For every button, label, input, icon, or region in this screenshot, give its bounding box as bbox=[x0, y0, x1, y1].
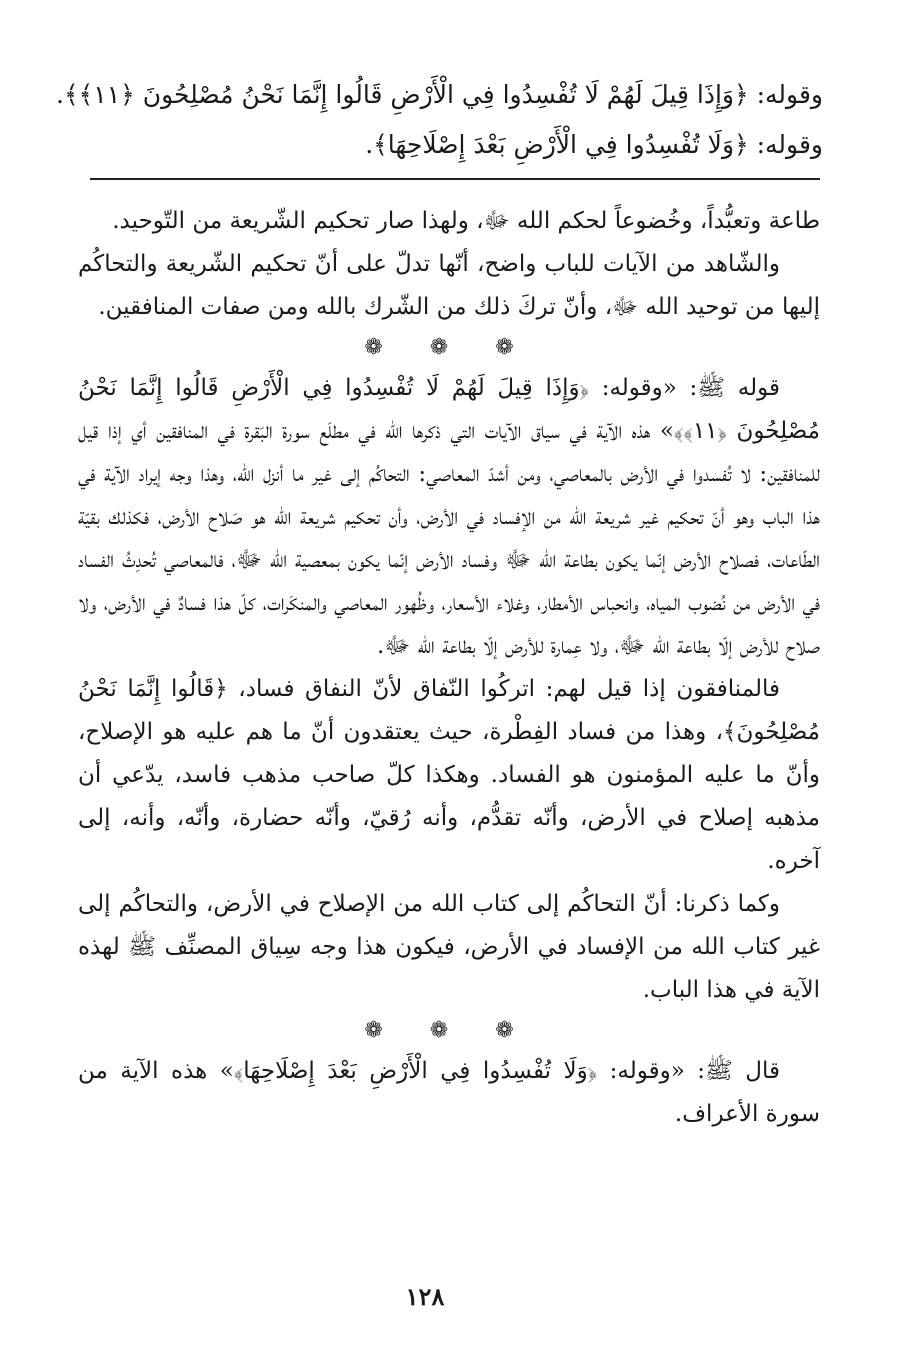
paragraph-4: فالمنافقون إذا قيل لهم: اتركُوا النّفاق لأنّ النفاق فساد، ﴿قَالُوا إِنَّمَا نَحْنُ مُصْلِحُونَ﴾، وهذا من فساد الفِطْرة، حيث يعتقدون أنّ ما هم عليه هو الإصلاح، وأنّ ما عليه المؤمنون هو الفساد. وهكذا كلّ صاحب مذهب فاسد، يدّعي أن مذهبه إصلاح في الأرض، وأنّه تقدُّم، وأنه رُقيّ، وأنّه حضارة، وأنّه، وأنه، إلى آخره. bbox=[78, 676, 820, 874]
paragraph-1: طاعة وتعبُّداً، وخُضوعاً لحكم الله ﷻ، ولهذا صار تحكيم الشّريعة من التّوحيد. bbox=[112, 208, 820, 234]
paragraph-3: قوله ﷺ: «وقوله: ﴿وَإِذَا قِيلَ لَهُمْ لَا تُفْسِدُوا فِي الْأَرْضِ قَالُوا إِنَّمَا نَحْنُ مُصْلِحُونَ ﴿١١﴾﴾» هذه الآية في سياق الآيات التي ذكرها الله في مطلَع سورة البَقرة في المنافقين أي إذا قيل للمنافقين: لا تُفسدوا في الأرض بالمعاصي، ومن أشدّ المعاصي: التحاكُم إلى غير ما أنزل الله، وهذا وجه إيراد الآية في هذا الباب وهو أنّ تحكيم غير شريعة الله من الإفساد في الأرض، وأن تحكيم شريعة الله هو صَلاح الأرض، فكذلك بقيّة الطّاعات، فصلاح الأرض إنّما يكون بطاعة الله ﷻ وفساد الأرض إنّما يكون بمعصية الله ﷻ، فالمعاصي تُحدِثُ الفساد في الأرض من نُضوب المياه، وانحباس الأمطار، وغلاء الأسعار، وظُهور المعاصي والمنكَرات، كلّ هذا فسادٌ في الأرض، ولا صلاح للأرض إلّا بطاعة الله ﷻ، ولا عِمارة للأرض إلّا بطاعة الله ﷻ. bbox=[78, 375, 821, 659]
header-divider bbox=[90, 178, 820, 180]
section-separator-1: ❁ ❁ ❁ bbox=[364, 335, 534, 360]
paragraph-6: قال ﷺ: «وقوله: ﴿وَلَا تُفْسِدُوا فِي الْأَرْضِ بَعْدَ إِصْلَاحِهَا﴾» هذه الآية من سورة الأعراف. bbox=[78, 1058, 820, 1127]
page-number: ١٢٨ bbox=[405, 1282, 445, 1311]
paragraph-2: والشّاهد من الآيات للباب واضح، أنّها تدلّ على أنّ تحكيم الشّريعة والتحاكُم إليها من توحيد الله ﷻ، وأنّ تركَ ذلك من الشّرك بالله ومن صفات المنافقين. bbox=[78, 251, 820, 320]
paragraph-5: وكما ذكرنا: أنّ التحاكُم إلى كتاب الله من الإصلاح في الأرض، والتحاكُم إلى غير كتاب الله من الإفساد في الأرض، فيكون هذا وجه سِياق المصنِّف ﷺ لهذه الآية في هذا الباب. bbox=[78, 891, 820, 1003]
header-verse-line-2: وقوله: ﴿وَلَا تُفْسِدُوا فِي الْأَرْضِ بَعْدَ إِصْلَاحِهَا﴾. bbox=[365, 130, 823, 159]
header-verse-line-1: وقوله: ﴿وَإِذَا قِيلَ لَهُمْ لَا تُفْسِدُوا فِي الْأَرْضِ قَالُوا إِنَّمَا نَحْنُ مُصْلِحُونَ ﴿١١﴾﴾. bbox=[56, 80, 823, 109]
section-separator-2: ❁ ❁ ❁ bbox=[364, 1018, 534, 1043]
commentary-body bbox=[78, 200, 820, 1136]
quoted-verses-header bbox=[30, 70, 823, 170]
